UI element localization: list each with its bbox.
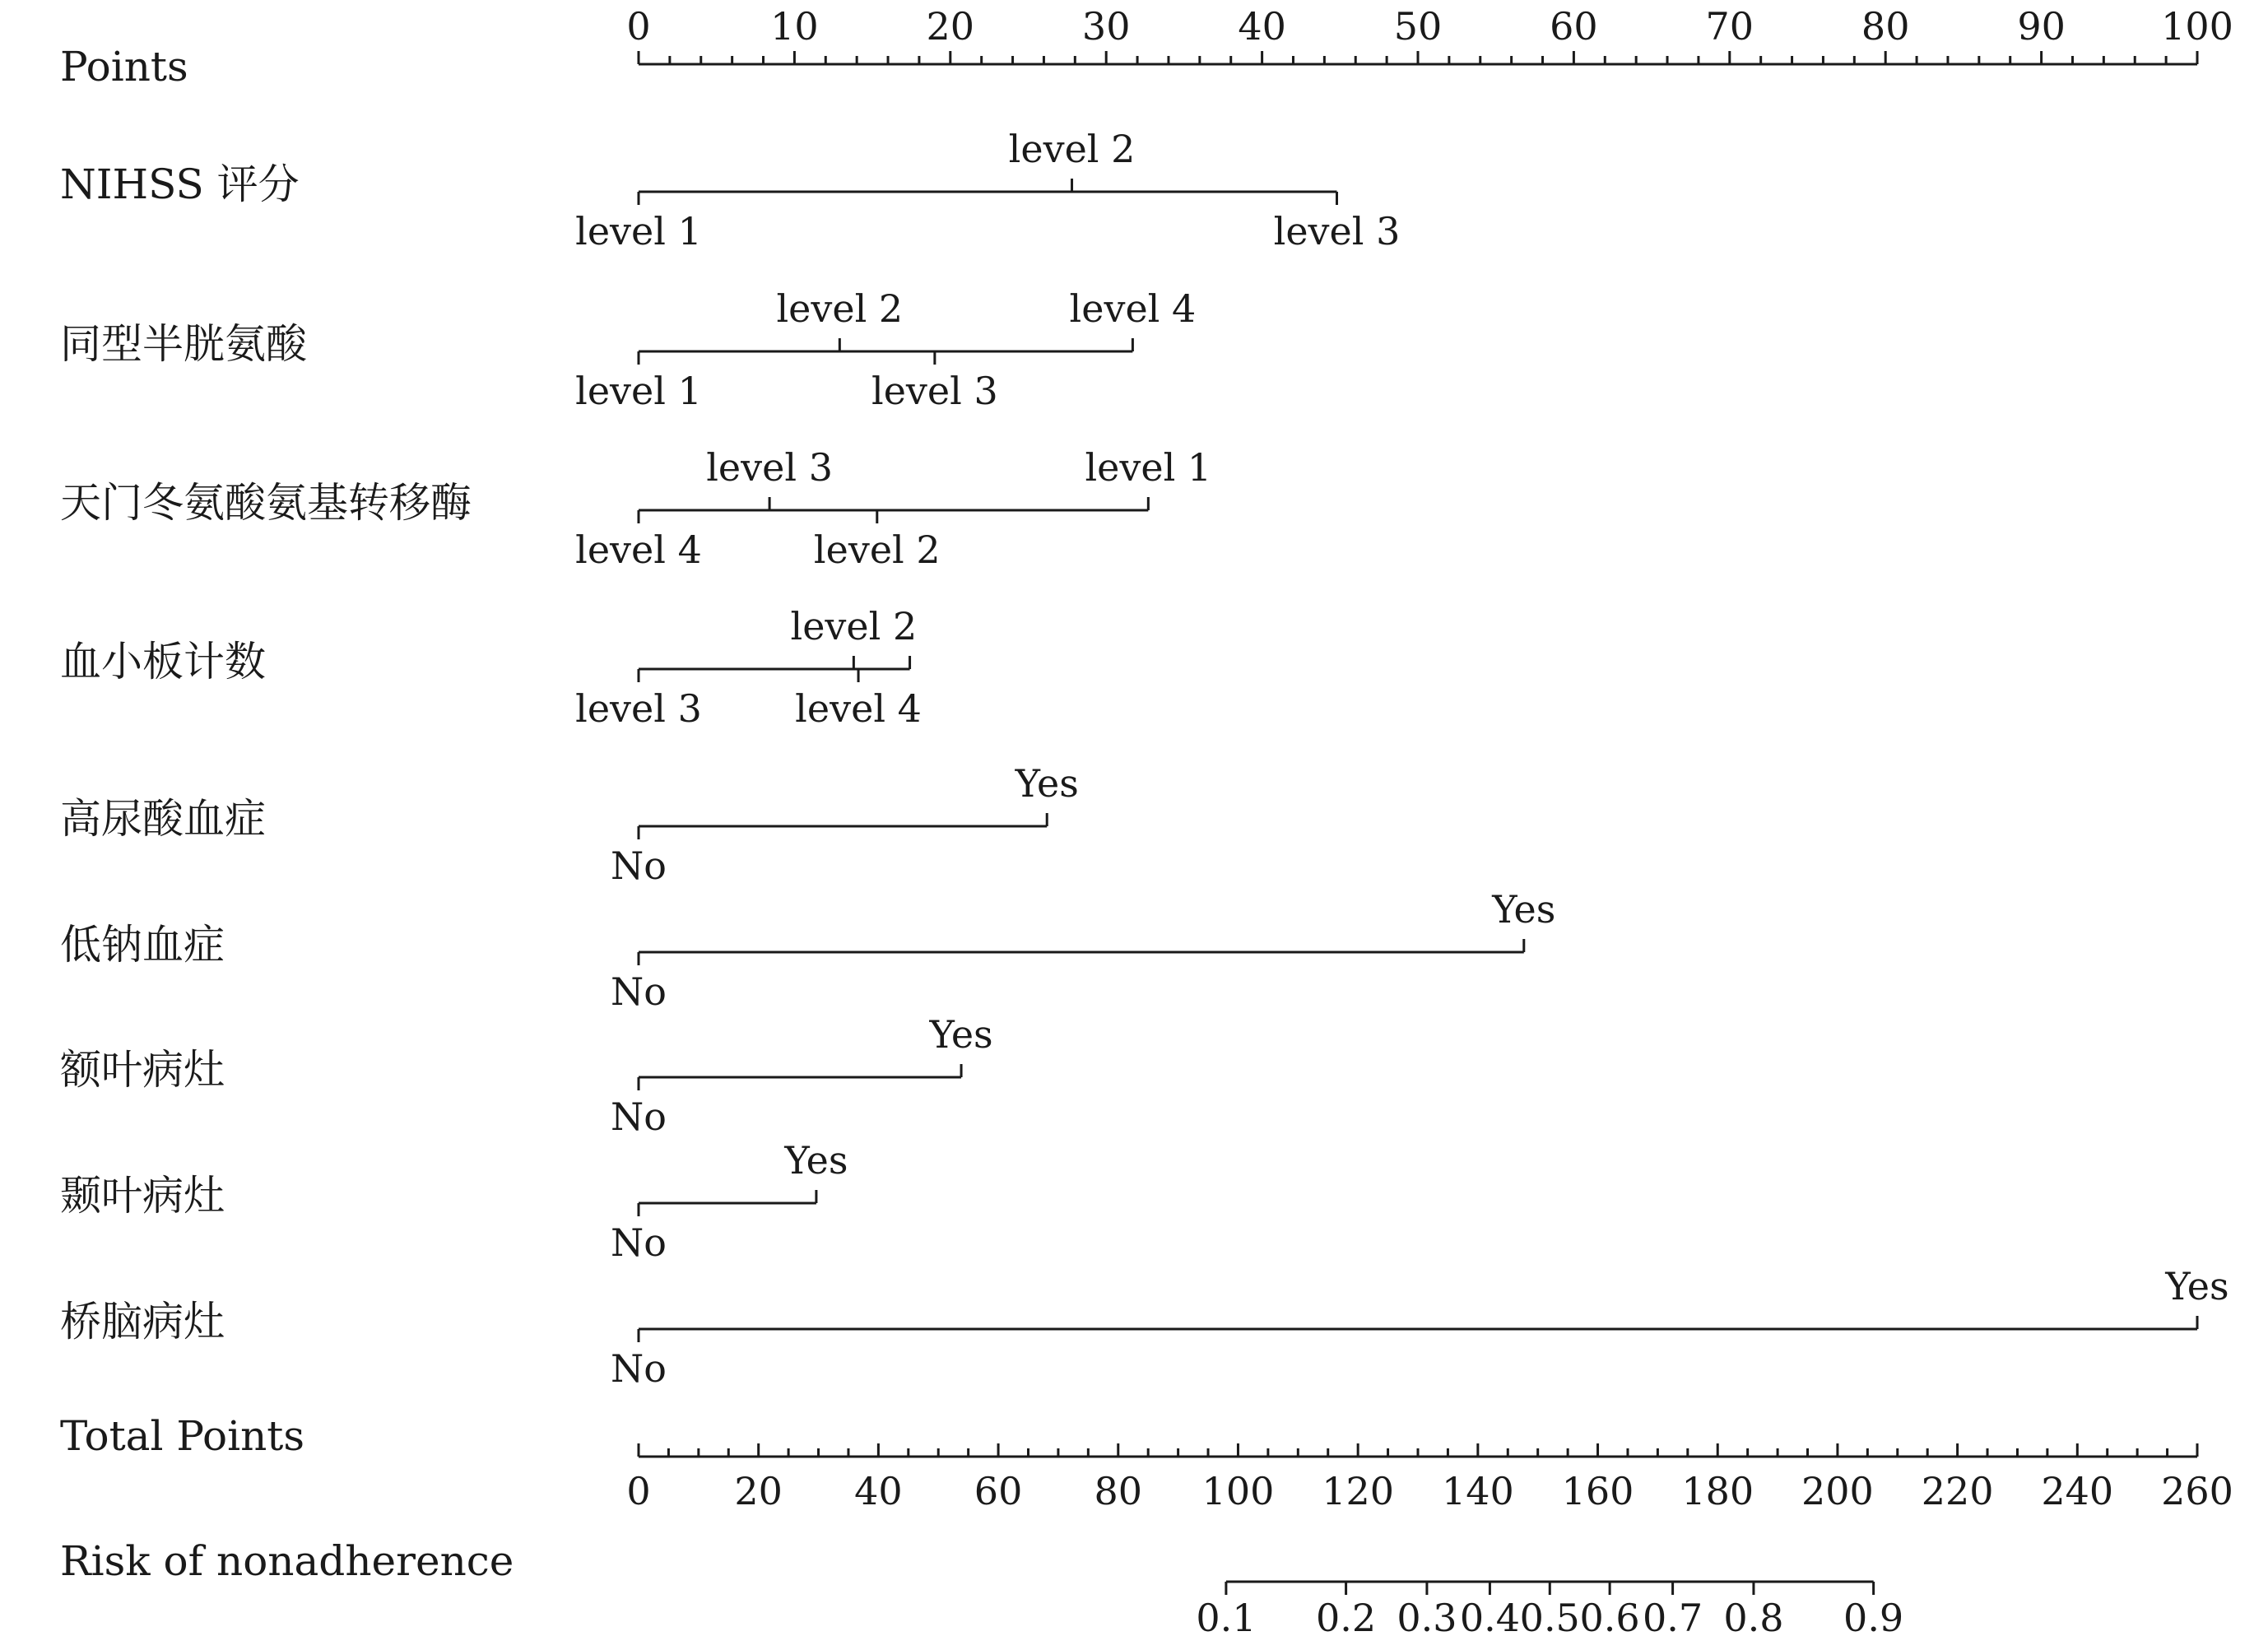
variable-label: 高尿酸血症 bbox=[60, 795, 266, 843]
total-points-tick-label: 60 bbox=[974, 1469, 1023, 1513]
risk-axis-tick-label: 0.4 bbox=[1459, 1596, 1520, 1636]
level-label: level 2 bbox=[776, 286, 904, 331]
level-label: level 4 bbox=[575, 528, 702, 572]
level-label: Yes bbox=[1492, 887, 1556, 932]
total-points-tick-label: 40 bbox=[854, 1469, 903, 1513]
points-axis-tick-label: 70 bbox=[1705, 4, 1754, 49]
level-label: level 3 bbox=[575, 686, 702, 731]
points-axis-tick-label: 10 bbox=[770, 4, 819, 49]
level-label: level 3 bbox=[871, 369, 998, 413]
level-label: level 1 bbox=[575, 369, 702, 413]
total-points-tick-label: 180 bbox=[1681, 1469, 1754, 1513]
total-points-tick-label: 160 bbox=[1561, 1469, 1634, 1513]
points-axis-tick-label: 40 bbox=[1238, 4, 1286, 49]
total-points-tick-label: 260 bbox=[2161, 1469, 2233, 1513]
variable-label: 桥脑病灶 bbox=[60, 1298, 225, 1346]
points-axis-tick-label: 90 bbox=[2017, 4, 2066, 49]
level-label: Yes bbox=[2165, 1264, 2229, 1308]
points-axis-tick-label: 20 bbox=[926, 4, 975, 49]
risk-axis-tick-label: 0.3 bbox=[1397, 1596, 1457, 1636]
risk-axis-tick-label: 0.6 bbox=[1579, 1596, 1640, 1636]
level-label: No bbox=[611, 1220, 667, 1265]
total-points-tick-label: 20 bbox=[734, 1469, 783, 1513]
level-label: level 1 bbox=[1085, 445, 1212, 490]
risk-axis-tick-label: 0.5 bbox=[1519, 1596, 1580, 1636]
level-label: No bbox=[611, 969, 667, 1014]
points-axis-tick-label: 30 bbox=[1081, 4, 1131, 49]
total-points-tick-label: 140 bbox=[1441, 1469, 1514, 1513]
level-label: Yes bbox=[784, 1138, 848, 1183]
total-points-tick-label: 240 bbox=[2041, 1469, 2114, 1513]
variable-label: 天门冬氨酸氨基转移酶 bbox=[60, 479, 472, 527]
total-points-tick-label: 100 bbox=[1201, 1469, 1275, 1513]
points-axis-tick-label: 80 bbox=[1861, 4, 1910, 49]
total-points-tick-label: 220 bbox=[1921, 1469, 1994, 1513]
variable-label: NIHSS 评分 bbox=[60, 160, 300, 208]
level-label: level 2 bbox=[813, 528, 941, 572]
total-points-tick-label: 0 bbox=[626, 1469, 651, 1513]
level-label: level 2 bbox=[1008, 127, 1136, 171]
points-axis-tick-label: 100 bbox=[2161, 4, 2233, 49]
level-label: level 3 bbox=[1273, 209, 1401, 253]
points-axis-tick-label: 50 bbox=[1393, 4, 1443, 49]
points-axis-tick-label: 0 bbox=[626, 4, 651, 49]
level-label: Yes bbox=[929, 1012, 993, 1057]
level-label: level 4 bbox=[1069, 286, 1197, 331]
risk-axis-tick-label: 0.2 bbox=[1316, 1596, 1377, 1636]
points-axis-label: Points bbox=[60, 43, 188, 91]
level-label: No bbox=[611, 1095, 667, 1139]
points-axis-tick-label: 60 bbox=[1550, 4, 1598, 49]
level-label: level 4 bbox=[795, 686, 922, 731]
level-label: No bbox=[611, 844, 667, 888]
total-points-axis-label: Total Points bbox=[60, 1412, 305, 1460]
level-label: No bbox=[611, 1346, 667, 1391]
risk-axis-label: Risk of nonadherence bbox=[60, 1537, 514, 1585]
total-points-tick-label: 80 bbox=[1094, 1469, 1143, 1513]
risk-axis-tick-label: 0.9 bbox=[1843, 1596, 1904, 1636]
variable-label: 血小板计数 bbox=[60, 638, 266, 686]
total-points-tick-label: 200 bbox=[1801, 1469, 1874, 1513]
variable-label: 额叶病灶 bbox=[60, 1046, 225, 1094]
level-label: Yes bbox=[1015, 761, 1079, 806]
level-label: level 2 bbox=[790, 604, 918, 648]
variable-label: 低钠血症 bbox=[60, 921, 225, 969]
total-points-tick-label: 120 bbox=[1322, 1469, 1395, 1513]
risk-axis-tick-label: 0.8 bbox=[1723, 1596, 1784, 1636]
variable-label: 同型半胱氨酸 bbox=[60, 320, 307, 368]
level-label: level 3 bbox=[706, 445, 833, 490]
variable-label: 颞叶病灶 bbox=[60, 1172, 225, 1220]
level-label: level 1 bbox=[575, 209, 702, 253]
risk-axis-tick-label: 0.1 bbox=[1196, 1596, 1257, 1636]
risk-axis-tick-label: 0.7 bbox=[1643, 1596, 1703, 1636]
